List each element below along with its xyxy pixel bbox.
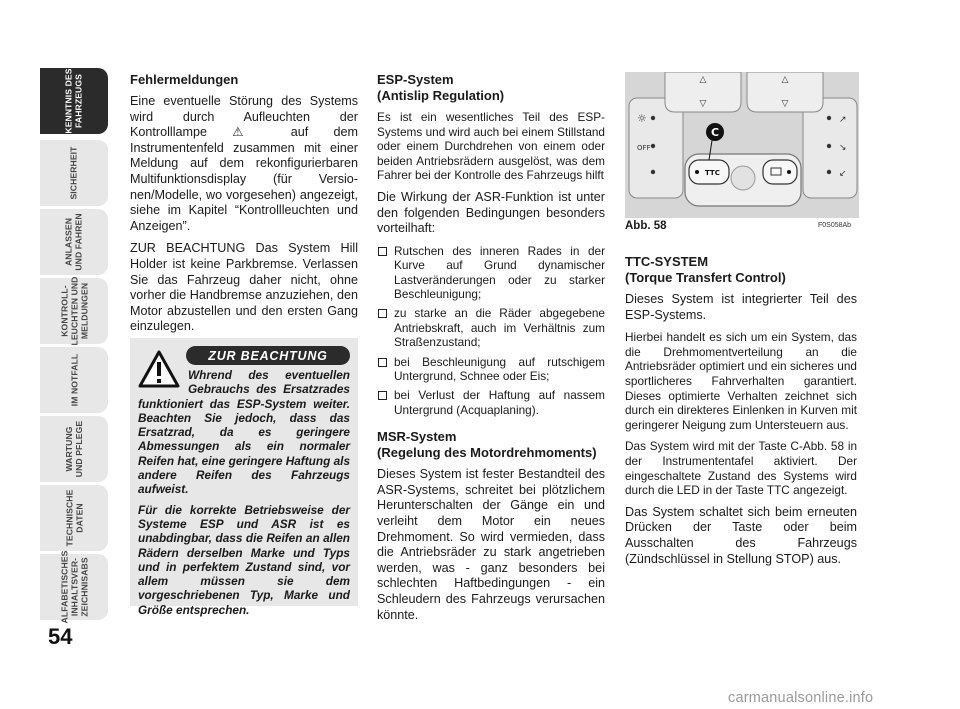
tab-technische-daten[interactable] bbox=[40, 485, 108, 551]
heading-line: (Regelung des Motordrehmoments) bbox=[377, 445, 597, 461]
svg-text:▽: ▽ bbox=[781, 99, 789, 109]
column-ttc-system bbox=[625, 254, 857, 574]
section-heading bbox=[377, 429, 605, 461]
tab-anlassen-und-fahren[interactable] bbox=[40, 209, 108, 275]
tab-kontrollleuchten[interactable] bbox=[40, 278, 108, 344]
warning-paragraph: Whrend des eventuellen Gebrauchs des Ersatzrades funktioniert das ESP-System weiter. Beachten Sie jedoch, dass das Ersatzrad, da es geringere Abmessungen als ein normaler Reifen hat, eine geringere Haftung als andere Reifen des Fahrzeugs aufweist. bbox=[138, 368, 350, 497]
condition-list bbox=[377, 244, 605, 417]
tab-label: ANLASSEN UND FAHREN bbox=[64, 213, 84, 271]
page-number: 54 bbox=[48, 624, 73, 649]
paragraph: Dieses System ist integrierter Teil des ESP-Systems. bbox=[625, 292, 857, 322]
svg-text:△: △ bbox=[699, 75, 707, 85]
heading-line: MSR-System bbox=[377, 429, 457, 445]
warning-box bbox=[130, 338, 358, 617]
svg-text:↙: ↙ bbox=[839, 169, 847, 179]
ttc-label: TTC bbox=[705, 169, 720, 177]
paragraph: Das System wird mit der Taste C-Abb. 58 in der Instrumententafel aktiviert. Der eingeschaltete Zustand des Systems wird durch die LED in der Taste TTC angezeigt. bbox=[625, 439, 857, 498]
tab-label: WARTUNG UND PFLEGE bbox=[63, 420, 84, 478]
list-item: Rutschen des inneren Rades in der Kurve auf Grund dynamischer Lastveränderungen oder zu starker Beschleunigung; bbox=[377, 244, 605, 302]
heading-line: TTC-SYSTEM bbox=[625, 254, 709, 269]
heading-line: ESP-System bbox=[377, 72, 454, 87]
paragraph: Die Wirkung der ASR-Funktion ist unter den folgenden Bedingungen besonders vorteilhaft: bbox=[377, 189, 605, 236]
callout-c: C bbox=[710, 126, 720, 139]
paragraph: ZUR BEACHTUNG Das System Hill Holder ist keine Parkbremse. Verlassen Sie das Fahrzeug daher nicht, ohne vorher die Handbremse anzuziehen, den Motor abzustellen und den ersten Gang einzulegen. bbox=[130, 241, 358, 334]
tab-label: KENNTNIS DES FAHRZEUGS bbox=[64, 68, 84, 134]
section-heading: Fehlermeldungen bbox=[130, 72, 239, 87]
column-fehlermeldungen bbox=[130, 72, 358, 342]
heading-line: (Torque Transfert Control) bbox=[625, 270, 786, 285]
tab-label: TECHNISCHE DATEN bbox=[64, 489, 84, 547]
tab-wartung-und-pflege[interactable] bbox=[40, 416, 108, 482]
tab-label: ALFABETISCHES INHALTSVER- ZEICHNISABS bbox=[59, 550, 90, 624]
svg-text:↘: ↘ bbox=[839, 143, 847, 153]
paragraph: Eine eventuelle Störung des Systems wird durch Aufleuchten der Kontrolllampe ⚠ auf dem Instrumentenfeld zusammen mit einer Meldung auf dem rekonfigurierbaren Multifunktionsdisplay (für Versio-nen/Modelle, wo vorgesehen) angezeigt, siehe im Kapitel “Kontrollleuchten und Anzeigen”. bbox=[130, 94, 358, 233]
list-item: zu starke an die Räder abgegebene Antriebskraft, auch im Verhältnis zum Straßenzustand; bbox=[377, 306, 605, 349]
paragraph: Das System schaltet sich beim erneuten Drücken der Taste oder beim Ausschalten des Fahrzeugs (Zündschlüssel in Stellung STOP) aus. bbox=[625, 504, 857, 566]
svg-text:↗: ↗ bbox=[839, 115, 847, 125]
paragraph: Hierbei handelt es sich um ein System, das die Drehmomentverteilung an die Antriebsräder optimiert und ein sicheres und sportlicheres Fahrverhalten garantiert. Dieses optimierte Verhalten zeichnet sich durch ein direkteres Einlenken in Kurven mit geringerer Neigung zum Untersteuern aus. bbox=[625, 330, 857, 432]
tab-label: SICHERHEIT bbox=[68, 146, 79, 200]
section-heading bbox=[625, 254, 857, 286]
tab-inhaltsverzeichnis[interactable] bbox=[40, 550, 108, 624]
heading-line: (Antislip Regulation) bbox=[377, 88, 505, 103]
paragraph: Dieses System ist fester Bestandteil des ASR-Systems, schreitet bei plötzlichem Herunterschalten der Gänge ein und verleiht dem Motor ein neues Drehmoment. So wird vermieden, dass die Antriebsräder zu stark angetrieben werden, was - ganz besonders bei schlechten Haftbedingungen - ein Schleudern des Fahrzeugs verursachen könnte. bbox=[377, 467, 605, 622]
warning-text bbox=[138, 368, 350, 623]
warning-paragraph: Für die korrekte Betriebsweise der Systeme ESP und ASR ist es unabdingbar, dass die Reifen an allen Rädern derselben Marke und Typs und in perfektem Zustand sind, vor allem müssen sie dem vorgeschriebenen Typ, Marke und Größe entsprechen. bbox=[138, 502, 350, 617]
off-label: OFF bbox=[637, 144, 651, 152]
section-heading bbox=[377, 72, 605, 104]
tab-im-notfall[interactable] bbox=[40, 347, 108, 413]
list-item: bei Beschleunigung auf rutschigem Untergrund, Schnee oder Eis; bbox=[377, 355, 605, 384]
svg-text:△: △ bbox=[781, 75, 789, 85]
list-item: bei Verlust der Haftung auf nassem Untergrund (Acquaplaning). bbox=[377, 388, 605, 417]
paragraph: Es ist ein wesentliches Teil des ESP-Systems und wird auch bei einem Stillstand oder einem Durchdrehen von einem oder beiden Antriebsrädern ausgelöst, was dem Fahrer bei der Kontrolle des Fahrzeugs hilft bbox=[377, 110, 605, 183]
figure-code: F0S058Ab bbox=[818, 222, 852, 229]
tab-label: IM NOTFALL bbox=[69, 353, 79, 407]
svg-text:☼: ☼ bbox=[637, 112, 647, 125]
tab-kenntnis-des-fahrzeugs[interactable] bbox=[40, 68, 108, 134]
tab-sicherheit[interactable] bbox=[40, 140, 108, 206]
tab-label: KONTROLL- LEUCHTEN UND MELDUNGEN bbox=[59, 276, 89, 346]
column-esp-system bbox=[377, 72, 605, 630]
warning-title: ZUR BEACHTUNG bbox=[186, 346, 350, 365]
figure-caption: Abb. 58 bbox=[625, 220, 667, 232]
watermark: carmanualsonline.info bbox=[728, 690, 874, 706]
svg-text:▽: ▽ bbox=[699, 99, 707, 109]
dashboard-illustration bbox=[625, 72, 859, 218]
dashboard-figure bbox=[625, 72, 859, 218]
